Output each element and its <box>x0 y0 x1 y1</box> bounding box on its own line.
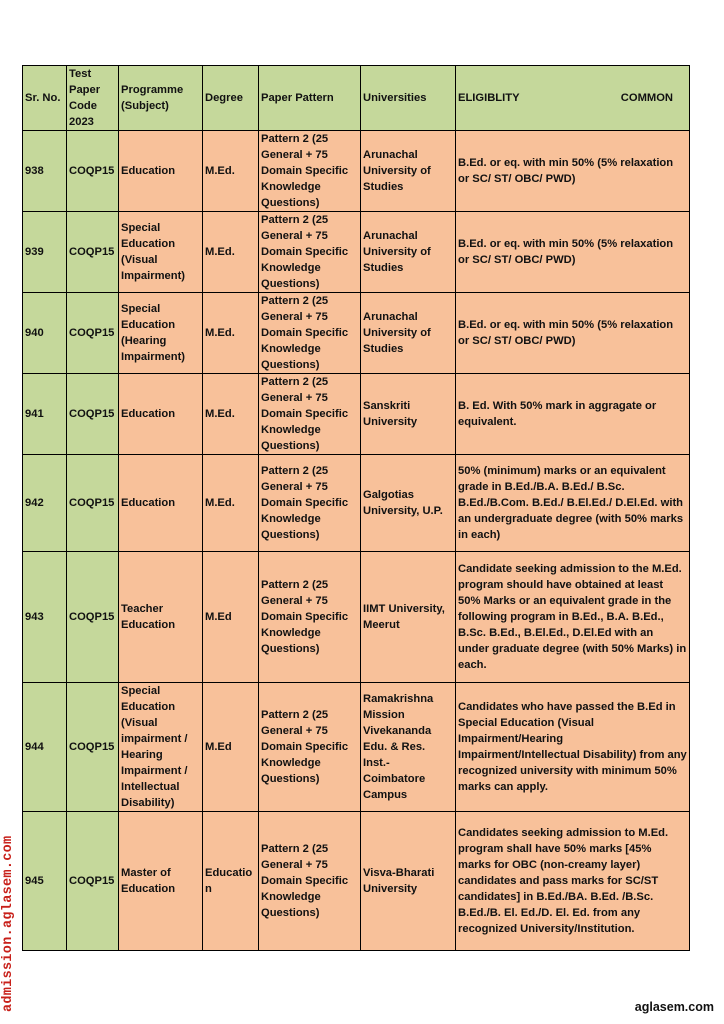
cell-sr-no: 940 <box>23 293 67 374</box>
cell-programme: Education <box>119 455 203 552</box>
header-row <box>23 66 690 131</box>
cell-paper-pattern: Pattern 2 (25 General + 75 Domain Specific Knowledge Questions) <box>259 552 361 683</box>
cell-sr-no: 941 <box>23 374 67 455</box>
cell-university: Ramakrishna Mission Vivekananda Edu. & Res. Inst.- Coimbatore Campus <box>361 683 456 812</box>
cell-university: Arunachal University of Studies <box>361 212 456 293</box>
cell-programme: Master of Education <box>119 812 203 951</box>
header-eligibility-common: COMMON <box>620 92 673 104</box>
cell-paper-pattern: Pattern 2 (25 General + 75 Domain Specific Knowledge Questions) <box>259 455 361 552</box>
header-universities: Universities <box>361 66 456 131</box>
table-row <box>23 131 690 212</box>
cell-degree: M.Ed. <box>203 131 259 212</box>
cell-test-paper-code: COQP15 <box>67 683 119 812</box>
cell-programme: Special Education (Hearing Impairment) <box>119 293 203 374</box>
header-degree: Degree <box>203 66 259 131</box>
cell-programme: Teacher Education <box>119 552 203 683</box>
cell-test-paper-code: COQP15 <box>67 374 119 455</box>
cell-test-paper-code: COQP15 <box>67 812 119 951</box>
cell-university: Visva-Bharati University <box>361 812 456 951</box>
cell-sr-no: 939 <box>23 212 67 293</box>
cell-degree: M.Ed. <box>203 374 259 455</box>
cell-test-paper-code: COQP15 <box>67 212 119 293</box>
header-programme: Programme (Subject) <box>119 66 203 131</box>
footer-brand: aglasem.com <box>634 1000 714 1014</box>
cell-eligibility: B.Ed. or eq. with min 50% (5% relaxation or SC/ ST/ OBC/ PWD) <box>456 131 690 212</box>
cell-degree: Education <box>203 812 259 951</box>
cell-degree: M.Ed <box>203 552 259 683</box>
cell-degree: M.Ed. <box>203 212 259 293</box>
cell-sr-no: 938 <box>23 131 67 212</box>
cell-programme: Special Education (Visual Impairment) <box>119 212 203 293</box>
header-test-paper-code: Test Paper Code 2023 <box>67 66 119 131</box>
cell-paper-pattern: Pattern 2 (25 General + 75 Domain Specific Knowledge Questions) <box>259 293 361 374</box>
cell-degree: M.Ed. <box>203 293 259 374</box>
cell-university: Galgotias University, U.P. <box>361 455 456 552</box>
cell-eligibility: Candidates seeking admission to M.Ed. program shall have 50% marks [45% marks for OBC (non-creamy layer) candidates and pass marks for SC/ST candidates] in B.Ed./BA. B.Ed. /B.Sc. B.Ed./B. El. Ed./D. El. Ed. from any recognized University/Institution. <box>456 812 690 951</box>
cell-eligibility: 50% (minimum) marks or an equivalent grade in B.Ed./B.A. B.Ed./ B.Sc. B.Ed./B.Com. B.Ed./ B.El.Ed./ D.El.Ed. with an undergraduate degree (with 50% marks in each) <box>456 455 690 552</box>
table-row <box>23 293 690 374</box>
cell-paper-pattern: Pattern 2 (25 General + 75 Domain Specific Knowledge Questions) <box>259 212 361 293</box>
header-sr-no: Sr. No. <box>23 66 67 131</box>
cell-eligibility: B.Ed. or eq. with min 50% (5% relaxation or SC/ ST/ OBC/ PWD) <box>456 212 690 293</box>
table-row <box>23 683 690 812</box>
cell-sr-no: 943 <box>23 552 67 683</box>
cell-test-paper-code: COQP15 <box>67 455 119 552</box>
header-eligibility <box>456 66 690 131</box>
table-row <box>23 374 690 455</box>
eligibility-table <box>22 65 690 951</box>
cell-paper-pattern: Pattern 2 (25 General + 75 Domain Specific Knowledge Questions) <box>259 131 361 212</box>
cell-test-paper-code: COQP15 <box>67 552 119 683</box>
cell-degree: M.Ed <box>203 683 259 812</box>
cell-eligibility: B. Ed. With 50% mark in aggragate or equivalent. <box>456 374 690 455</box>
cell-test-paper-code: COQP15 <box>67 293 119 374</box>
cell-paper-pattern: Pattern 2 (25 General + 75 Domain Specific Knowledge Questions) <box>259 683 361 812</box>
table-row <box>23 552 690 683</box>
cell-eligibility: Candidate seeking admission to the M.Ed. program should have obtained at least 50% Marks or an equivalent grade in the following program in B.Ed., B.A. B.Ed., B.Sc. B.Ed., B.El.Ed., D.El.Ed with an under graduate degree (with 50% Marks) in each. <box>456 552 690 683</box>
cell-university: Arunachal University of Studies <box>361 131 456 212</box>
cell-eligibility: B.Ed. or eq. with min 50% (5% relaxation or SC/ ST/ OBC/ PWD) <box>456 293 690 374</box>
cell-sr-no: 945 <box>23 812 67 951</box>
header-paper-pattern: Paper Pattern <box>259 66 361 131</box>
cell-eligibility: Candidates who have passed the B.Ed in Special Education (Visual Impairment/Hearing Impairment/Intellectual Disability) from any recognized university with minimum 50% marks can apply. <box>456 683 690 812</box>
header-eligibility-label: ELIGIBLITY <box>458 92 520 104</box>
cell-programme: Special Education (Visual impairment / Hearing Impairment / Intellectual Disability) <box>119 683 203 812</box>
table-row <box>23 212 690 293</box>
cell-sr-no: 942 <box>23 455 67 552</box>
cell-degree: M.Ed. <box>203 455 259 552</box>
cell-paper-pattern: Pattern 2 (25 General + 75 Domain Specific Knowledge Questions) <box>259 374 361 455</box>
cell-test-paper-code: COQP15 <box>67 131 119 212</box>
cell-sr-no: 944 <box>23 683 67 812</box>
cell-programme: Education <box>119 374 203 455</box>
cell-university: Sanskriti University <box>361 374 456 455</box>
cell-university: Arunachal University of Studies <box>361 293 456 374</box>
side-watermark: admission.aglasem.com <box>1 835 16 1012</box>
cell-university: IIMT University, Meerut <box>361 552 456 683</box>
cell-paper-pattern: Pattern 2 (25 General + 75 Domain Specific Knowledge Questions) <box>259 812 361 951</box>
table-row <box>23 812 690 951</box>
cell-programme: Education <box>119 131 203 212</box>
table-row <box>23 455 690 552</box>
